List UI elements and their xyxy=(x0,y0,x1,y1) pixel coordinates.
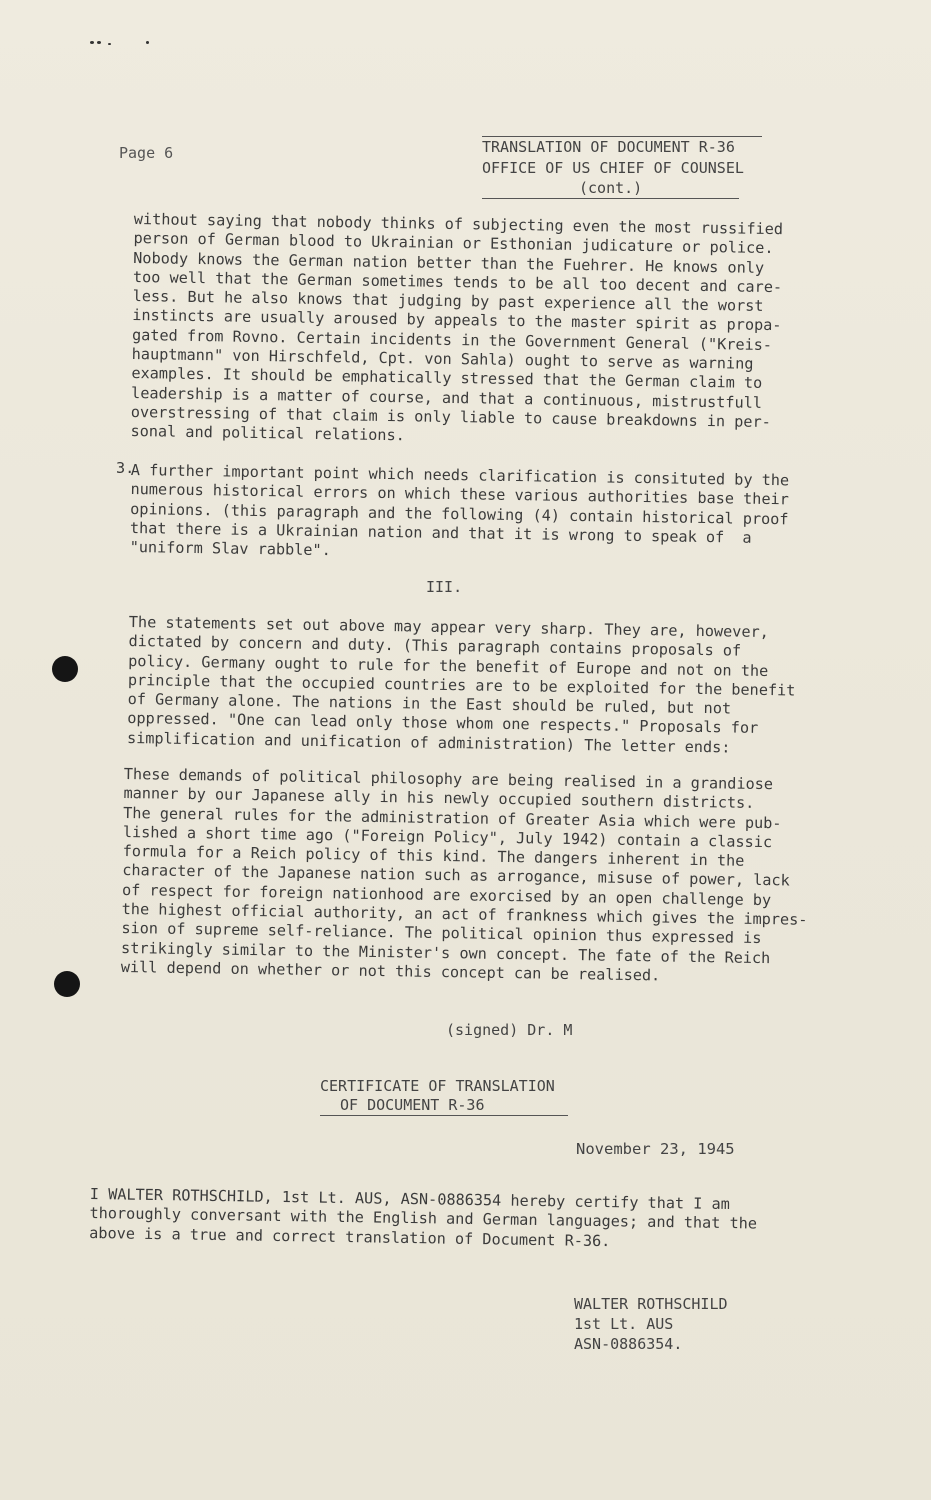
paragraph-number: 3. xyxy=(116,459,135,477)
body-paragraph-4: These demands of political philosophy are being realised in a grandiose manner by our Japanese ally in his newly occupied southern districts. The general rules for the administration of Greater Asia which were pub- lished a short time ago ("Foreign Policy", July 1942) contain a classic formula for a Reich policy of this kind. The dangers inherent in the character of the Japanese nation such as arrogance, misuse of power, lack of respect for foreign nationhood are exorcised by an open challenge by the highest official authority, an act of frankness which gives the impres- sion of supreme self-reliance. The political opinion thus expressed is strikingly similar to the Minister's own concept. The fate of the Reich will depend on whether or not this concept can be realised. xyxy=(120,765,808,985)
page-number: Page 6 xyxy=(119,144,174,162)
signer-name: WALTER ROTHSCHILD xyxy=(574,1295,728,1313)
signer-rank: 1st Lt. AUS xyxy=(574,1315,674,1333)
punch-hole-icon xyxy=(54,971,80,997)
body-paragraph-3: The statements set out above may appear very sharp. They are, however, dictated by concern and duty. (This paragraph contains proposals of policy. Germany ought to rule for the benefit of Europe and not on the principle that the occupied countries are to be exploited for the benefit of Germany alone. The nations in the East should be ruled, but not oppressed. "One can lead only those whom one respects." Proposals for simplification and unification of administration) The letter ends: xyxy=(126,613,796,757)
certificate-title-line1: CERTIFICATE OF TRANSLATION xyxy=(320,1077,555,1095)
ink-speck xyxy=(108,43,111,45)
signature-line: (signed) Dr. M xyxy=(446,1021,573,1039)
ink-speck xyxy=(146,41,149,44)
certificate-title-line2: OF DOCUMENT R-36 xyxy=(320,1096,568,1116)
signer-serial: ASN-0886354. xyxy=(574,1335,683,1353)
certificate-date: November 23, 1945 xyxy=(576,1140,735,1158)
ink-speck xyxy=(97,41,101,44)
document-header xyxy=(482,136,782,199)
header-continued: (cont.) xyxy=(482,179,739,199)
body-paragraph-2: A further important point which needs clarification is consituted by the numerous historical errors on which these various authorities base their opinions. (this paragraph and the following (4) contain historical proof that there is a Ukrainian nation and that it is wrong to speak of a "uniform Slav rabble". xyxy=(129,461,790,560)
section-heading: III. xyxy=(426,578,463,596)
header-title: TRANSLATION OF DOCUMENT R-36 xyxy=(482,138,735,156)
signer-block xyxy=(574,1294,728,1354)
punch-hole-icon xyxy=(52,656,78,682)
certificate-title xyxy=(320,1077,568,1116)
certificate-statement: I WALTER ROTHSCHILD, 1st Lt. AUS, ASN-0886354 hereby certify that I am thoroughly conversant with the English and German languages; and that the above is a true and correct translation of Document R-36. xyxy=(89,1185,758,1250)
body-paragraph-1: without saying that nobody thinks of subjecting even the most russified person of German blood to Ukrainian or Esthonian judicature or police. Nobody knows the German nation better than the Fuehrer. He knows only too well that the German sometimes tends to be all too decent and care- less. But he also knows that judging by past experience all the worst instincts are usually aroused by appeals to the master spirit as propa- gated from Rovno. Certain incidents in the Government General ("Kreis- hauptmann" von Hirschfeld, Cpt. von Sahla) ought to serve as warning examples. It should be emphatically stressed that the German claim to leadership is a matter of course, and that a continuous, mistrustfull overstressing of that claim is only liable to cause breakdowns in per- sonal and political relations. xyxy=(130,210,784,445)
ink-speck xyxy=(90,41,94,44)
header-office: OFFICE OF US CHIEF OF COUNSEL xyxy=(482,159,744,177)
